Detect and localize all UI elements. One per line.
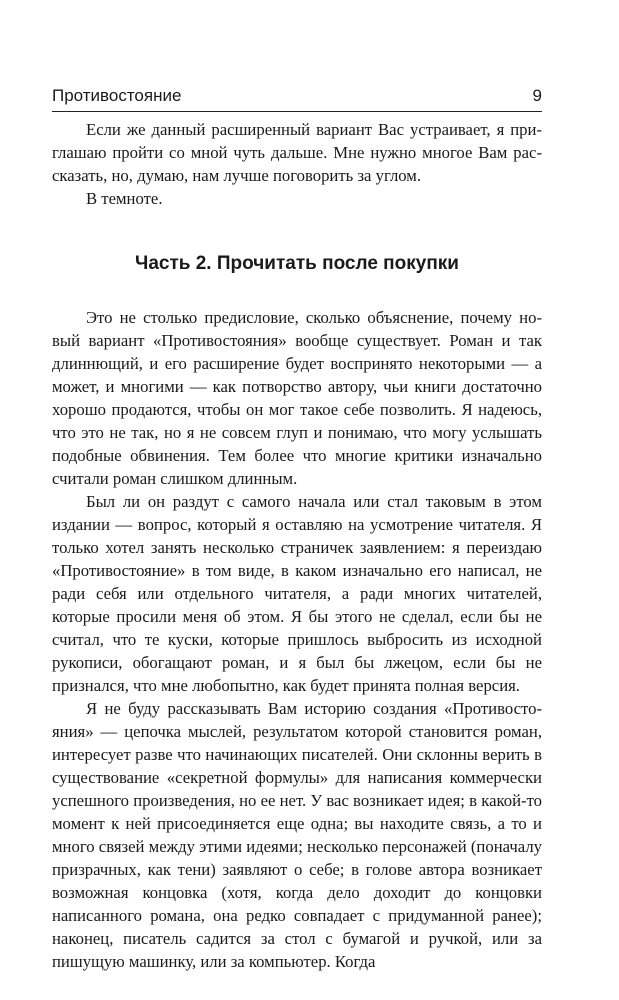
paragraph: В темноте. [86,189,163,208]
paragraph: Был ли он раздут с самого начала или стал таковым в этом издании — вопрос, который я оставляю на усмотрение читателя. Я только хотел занять несколько страничек заявлением: я переиздаю «Противостояние» в том виде, в каком изначально его написал, не ради себя или отдельного читателя, а ради многих читателей, которые просили меня об этом. Я бы этого не сделал, если бы не считал, что те куски, которые пришлось выбросить из исходной рукописи, обогащают роман, и я был бы лжецом, если бы не признался, что мне любопытно, как будет принята полная версия. [52,492,542,695]
running-header [52,86,542,106]
page-number: 9 [532,86,542,105]
paragraph: Это не столько предисловие, сколько объяснение, почему новый вариант «Противостояния» вообще существует. Роман и так длиннющий, и его расширение будет воспринято некоторыми — а может, и многими — как потворство автору, чьи книги достаточно хорошо продаются, чтобы он мог такое себе позволить. Я надеюсь, что это не так, но я не совсем глуп и понимаю, что могу услышать подобные обвинения. Тем более что многие критики изначально считали роман слишком длинным. [52,308,542,488]
paragraph: Я не буду рассказывать Вам историю создания «Противостояния» — цепочка мыслей, результатом которой становится роман, интересует разве что начинающих писателей. Они склонны верить в существование «секретной формулы» для написания коммерчески успешного произведения, но ее нет. У вас возникает идея; в какой-то момент к ней присоединяется еще одна; вы находите связь, а то и много связей между этими идеями; несколько персонажей (поначалу призрачных, как тени) заявляют о себе; в голове автора возникает возможная концовка (хотя, когда дело доходит до концовки написанного романа, она редко совпадает с придуманной ранее); наконец, писатель садится за стол с бумагой и ручкой, или за пишущую машинку, или за компьютер. Когда [52,699,542,971]
paragraph: Если же данный расширенный вариант Вас устраивает, я приглашаю пройти со мной чуть дальше. Мне нужно многое Вам рассказать, но, думаю, нам лучше поговорить за углом. [52,120,542,185]
page-body [52,118,542,973]
header-rule [52,111,542,112]
running-title: Противостояние [52,86,182,105]
section-heading: Часть 2. Прочитать после покупки [134,253,459,274]
